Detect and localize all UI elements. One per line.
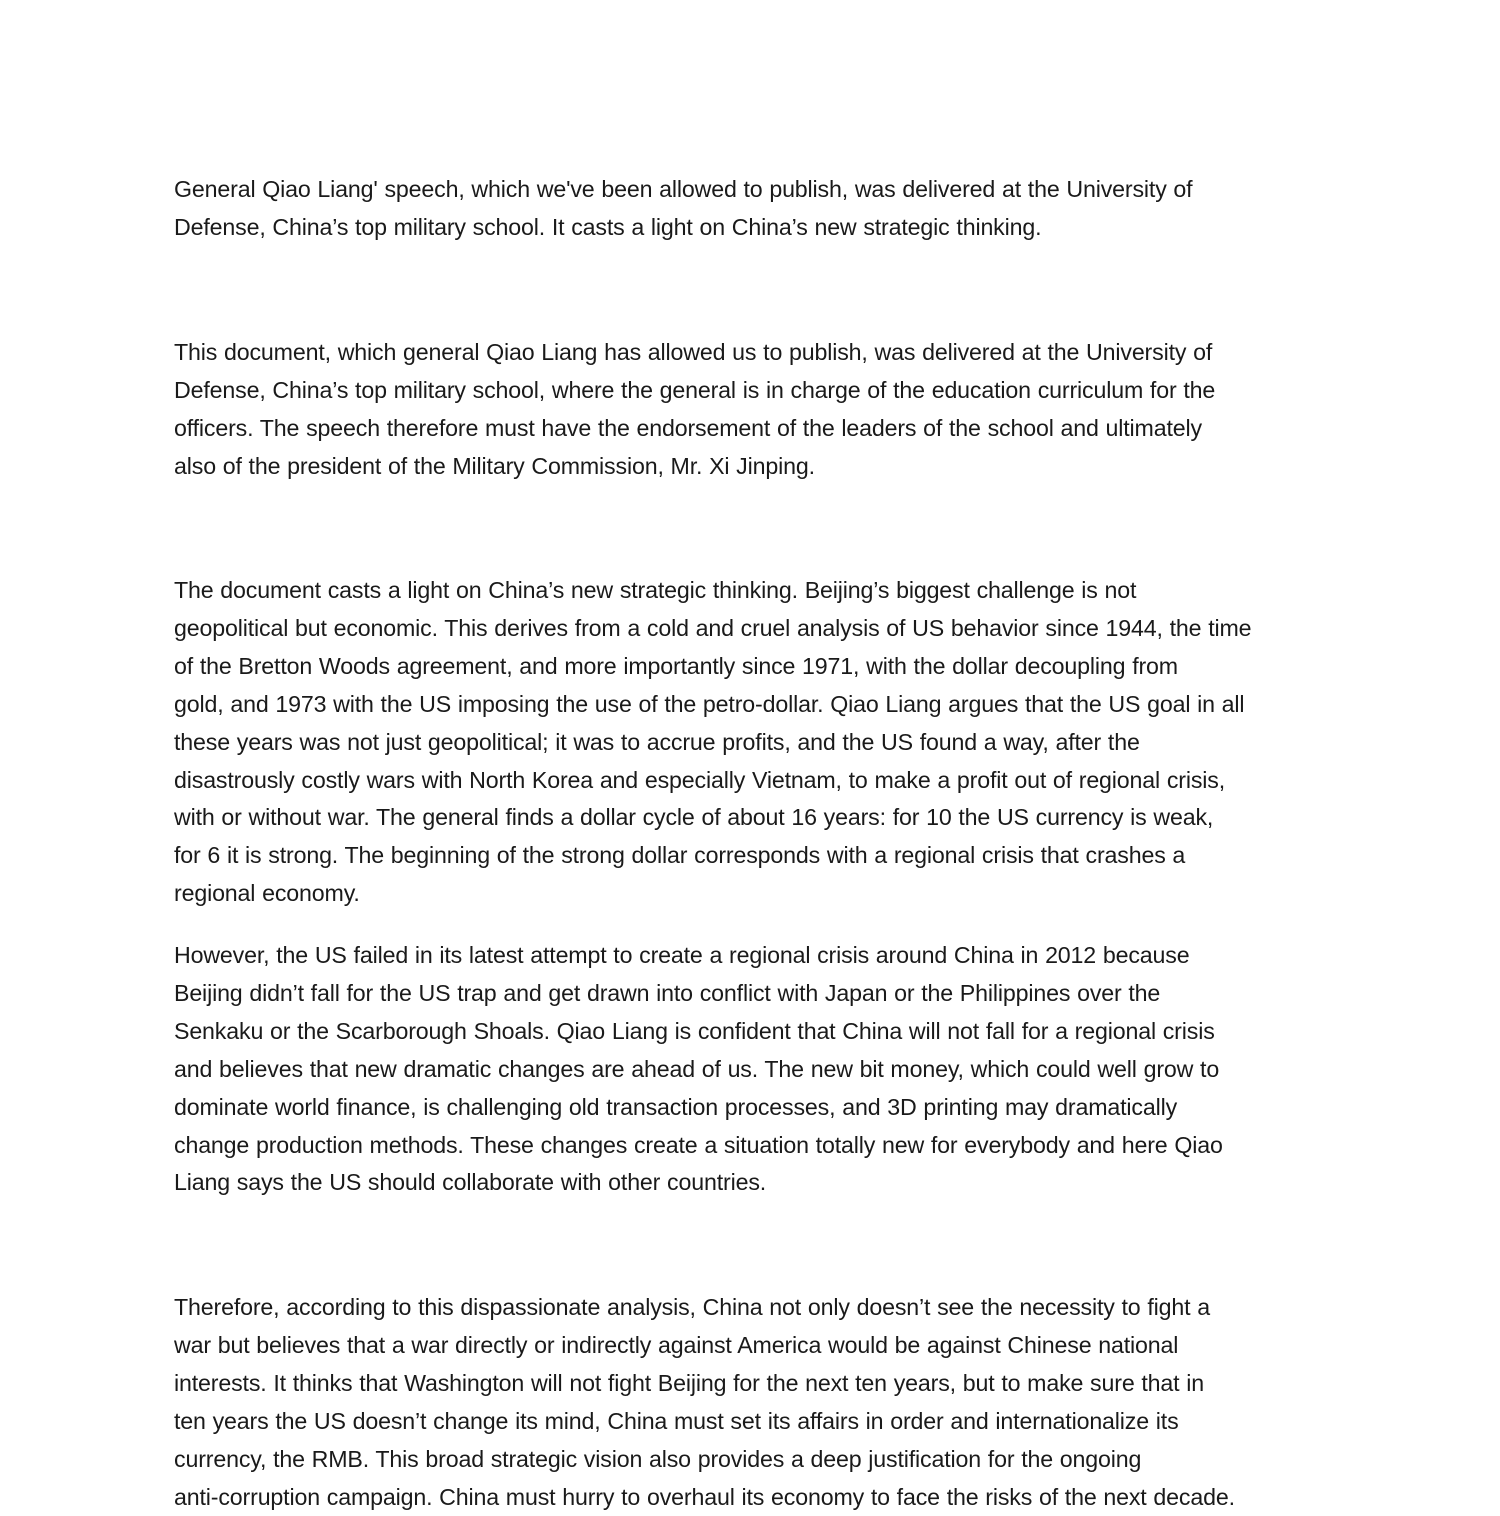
text-line: Defense, China’s top military school. It casts a light on China’s new strategic thinking. — [174, 213, 1042, 240]
text-line: disastrously costly wars with North Korea and especially Vietnam, to make a profit out of regional crisis, — [174, 766, 1226, 793]
text-line: anti-corruption campaign. China must hurry to overhaul its economy to face the risks of the next decade. — [174, 1483, 1235, 1510]
text-line: regional economy. — [174, 880, 360, 907]
text-line: of the Bretton Woods agreement, and more importantly since 1971, with the dollar decoupling from — [174, 652, 1178, 679]
text-line: currency, the RMB. This broad strategic vision also provides a deep justification for the ongoing — [174, 1445, 1142, 1472]
text-line: officers. The speech therefore must have the endorsement of the leaders of the school and ultimately — [174, 414, 1202, 441]
text-line: geopolitical but economic. This derives from a cold and cruel analysis of US behavior since 1944, the time — [174, 614, 1252, 641]
text-line: The document casts a light on China’s new strategic thinking. Beijing’s biggest challenge is not — [174, 577, 1137, 603]
text-line: war but believes that a war directly or indirectly against America would be against Chinese national — [174, 1331, 1179, 1358]
text-line: also of the president of the Military Commission, Mr. Xi Jinping. — [174, 452, 815, 479]
text-line: General Qiao Liang' speech, which we've been allowed to publish, was delivered at the University of — [174, 176, 1193, 202]
paragraph-strategic-thinking — [174, 572, 1334, 913]
paragraph-intro — [174, 171, 1334, 247]
text-line: However, the US failed in its latest attempt to create a regional crisis around China in 2012 because — [174, 942, 1190, 968]
text-line: with or without war. The general finds a dollar cycle of about 16 years: for 10 the US currency is weak, — [174, 804, 1214, 831]
text-line: for 6 it is strong. The beginning of the strong dollar corresponds with a regional crisis that crashes a — [174, 842, 1186, 869]
paragraph-conclusion — [174, 1289, 1334, 1516]
paragraph-regional-crisis — [174, 937, 1334, 1202]
text-line: interests. It thinks that Washington will not fight Beijing for the next ten years, but to make sure that in — [174, 1369, 1204, 1396]
text-line: these years was not just geopolitical; it was to accrue profits, and the US found a way, after the — [174, 728, 1140, 755]
text-line: and believes that new dramatic changes are ahead of us. The new bit money, which could well grow to — [174, 1055, 1220, 1082]
text-line: Liang says the US should collaborate with other countries. — [174, 1169, 767, 1196]
text-line: This document, which general Qiao Liang has allowed us to publish, was delivered at the University of — [174, 339, 1213, 365]
text-line: change production methods. These changes create a situation totally new for everybody and here Qiao — [174, 1131, 1223, 1158]
text-line: Defense, China’s top military school, where the general is in charge of the education curriculum for the — [174, 376, 1216, 403]
text-line: Senkaku or the Scarborough Shoals. Qiao Liang is confident that China will not fall for a regional crisis — [174, 1017, 1215, 1044]
paragraph-document-origin — [174, 334, 1334, 486]
text-line: gold, and 1973 with the US imposing the use of the petro-dollar. Qiao Liang argues that the US goal in all — [174, 690, 1245, 717]
text-line: Beijing didn’t fall for the US trap and get drawn into conflict with Japan or the Philippines over the — [174, 979, 1161, 1006]
text-line: dominate world finance, is challenging old transaction processes, and 3D printing may dramatically — [174, 1093, 1178, 1120]
text-line: Therefore, according to this dispassionate analysis, China not only doesn’t see the necessity to fight a — [174, 1294, 1210, 1320]
text-line: ten years the US doesn’t change its mind, China must set its affairs in order and internationalize its — [174, 1407, 1179, 1434]
